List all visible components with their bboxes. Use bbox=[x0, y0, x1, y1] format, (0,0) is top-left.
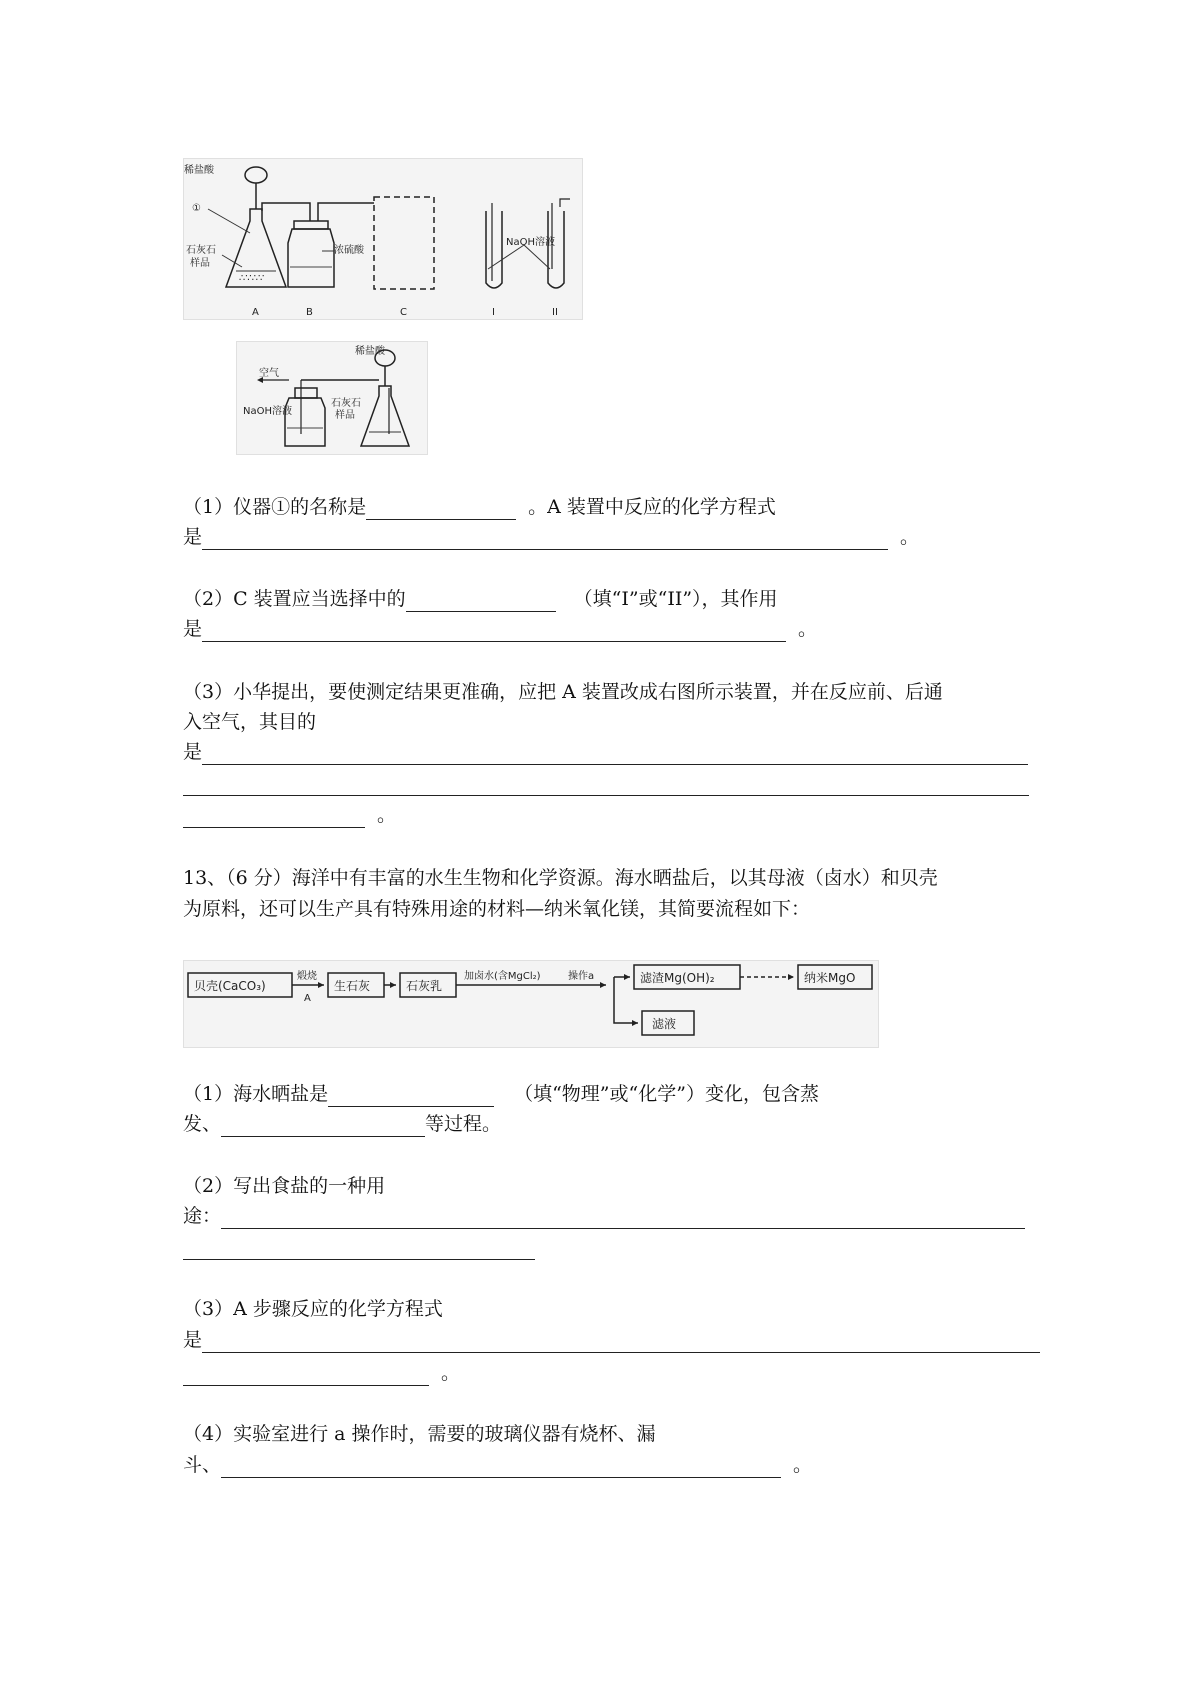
q13-p4-text-b: 斗、 bbox=[183, 1454, 222, 1476]
q13-p4-text-a: （4）实验室进行 a 操作时，需要的玻璃仪器有烧杯、漏 bbox=[183, 1423, 656, 1445]
svg-text:∴∵∴∵: ∴∵∴∵ bbox=[239, 273, 265, 284]
q13-part2-line2 bbox=[183, 1203, 1025, 1229]
flow-svg bbox=[184, 961, 878, 1047]
label-instrument-1: ① bbox=[192, 203, 201, 214]
q12-p1-blank-instrument[interactable] bbox=[366, 499, 516, 520]
q13-p2-text-a: （2）写出食盐的一种用 bbox=[183, 1175, 386, 1197]
flow-lime-milk: 石灰乳 bbox=[406, 979, 443, 993]
label-II: II bbox=[552, 307, 558, 318]
q13-intro-text-2: 为原料，还可以生产具有特殊用途的材料—纳米氧化镁，其简要流程如下： bbox=[183, 898, 811, 920]
apparatus-diagram-1 bbox=[184, 159, 582, 319]
q12-p3-text-a: （3）小华提出，要使测定结果更准确，应把 A 装置改成右图所示装置，并在反应前、后通 bbox=[183, 681, 943, 703]
label-A: A bbox=[252, 307, 259, 318]
q13-intro-line1 bbox=[183, 865, 938, 891]
mgo-flow-diagram bbox=[183, 960, 879, 1048]
q12-part1-line1 bbox=[183, 494, 776, 520]
q13-part1-line1 bbox=[183, 1081, 819, 1107]
flow-add-brine: 加卤水(含MgCl₂) bbox=[464, 971, 541, 982]
label-dilute-hcl-2: 稀盐酸 bbox=[355, 346, 385, 357]
label-naoh-solution-2: NaOH溶液 bbox=[243, 406, 292, 417]
q12-p2-text-c: 是 bbox=[183, 618, 203, 640]
flow-residue: 滤渣Mg(OH)₂ bbox=[640, 971, 715, 985]
q12-part3-line5 bbox=[183, 802, 396, 828]
flow-calcine: 煅烧 bbox=[297, 971, 317, 982]
flow-filtrate: 滤液 bbox=[652, 1017, 677, 1031]
q12-p3-end: 。 bbox=[377, 804, 397, 826]
q13-part3-line3 bbox=[183, 1360, 460, 1386]
label-C: C bbox=[400, 307, 407, 318]
apparatus-figure-1 bbox=[183, 158, 583, 320]
q12-p3-text-c: 是 bbox=[183, 741, 203, 763]
q13-p3-end: 。 bbox=[441, 1362, 461, 1384]
q13-p1-blank-process[interactable] bbox=[221, 1116, 425, 1137]
q13-part3-line1 bbox=[183, 1296, 443, 1322]
q13-p1-text-c: 发、 bbox=[183, 1113, 222, 1135]
q13-p2-blank-use-2[interactable] bbox=[183, 1239, 535, 1260]
q13-p3-blank-equation-2[interactable] bbox=[183, 1365, 429, 1386]
q13-part4-line2 bbox=[183, 1452, 812, 1478]
flow-op-a: 操作a bbox=[568, 971, 595, 982]
q13-p1-text-b: （填“物理”或“化学”）变化，包含蒸 bbox=[514, 1083, 819, 1105]
apparatus-diagram-2 bbox=[237, 342, 427, 454]
q12-p2-end: 。 bbox=[798, 618, 818, 640]
q13-p4-end: 。 bbox=[793, 1454, 813, 1476]
q12-part3-line3 bbox=[183, 739, 1028, 765]
q13-part2-line1 bbox=[183, 1173, 385, 1199]
q12-p2-blank-function[interactable] bbox=[202, 621, 786, 642]
q12-p1-text-b: 。A 装置中反应的化学方程式 bbox=[528, 496, 776, 518]
label-B: B bbox=[306, 307, 313, 318]
q13-intro-text-1: 13、（6 分）海洋中有丰富的水生生物和化学资源。海水晒盐后，以其母液（卤水）和贝壳 bbox=[183, 867, 938, 889]
q13-p1-text-a: （1）海水晒盐是 bbox=[183, 1083, 329, 1105]
q12-p1-text-a: （1）仪器①的名称是 bbox=[183, 496, 367, 518]
flow-step-a: A bbox=[304, 993, 311, 1004]
q13-part3-line2 bbox=[183, 1327, 1040, 1353]
q13-p3-text-b: 是 bbox=[183, 1329, 203, 1351]
q13-intro-line2 bbox=[183, 896, 810, 922]
q13-part2-line3 bbox=[183, 1234, 535, 1260]
label-air: 空气 bbox=[259, 368, 279, 379]
q12-p3-blank-purpose-2[interactable] bbox=[183, 775, 1029, 796]
q12-part2-line1 bbox=[183, 586, 778, 612]
q13-p2-blank-use-1[interactable] bbox=[221, 1208, 1025, 1229]
q13-p2-text-b: 途： bbox=[183, 1205, 222, 1227]
q12-part2-line2 bbox=[183, 616, 817, 642]
q12-part3-line4 bbox=[183, 770, 1029, 796]
label-naoh-solution: NaOH溶液 bbox=[506, 237, 555, 248]
label-sample: 样品 bbox=[190, 258, 210, 269]
q12-p2-text-a: （2）C 装置应当选择中的 bbox=[183, 588, 406, 610]
label-limestone: 石灰石 bbox=[186, 245, 216, 256]
q12-p2-blank-choice[interactable] bbox=[406, 591, 556, 612]
flow-shell: 贝壳(CaCO₃) bbox=[194, 979, 266, 993]
apparatus-figure-2 bbox=[236, 341, 428, 455]
q12-part3-line1 bbox=[183, 679, 943, 705]
q13-part4-line1 bbox=[183, 1421, 656, 1447]
q13-part1-line2 bbox=[183, 1111, 501, 1137]
q13-p1-blank-change-type[interactable] bbox=[328, 1086, 494, 1107]
q12-part3-line2 bbox=[183, 709, 316, 735]
label-conc-h2so4: 浓硫酸 bbox=[334, 245, 364, 256]
q12-p3-blank-purpose-1[interactable] bbox=[202, 744, 1028, 765]
q13-p3-blank-equation-1[interactable] bbox=[202, 1332, 1040, 1353]
q13-p1-text-d: 等过程。 bbox=[425, 1113, 502, 1135]
q12-part1-line2 bbox=[183, 524, 919, 550]
q12-p2-text-b: （填“I”或“II”），其作用 bbox=[573, 588, 778, 610]
q13-p3-text-a: （3）A 步骤反应的化学方程式 bbox=[183, 1298, 443, 1320]
flow-quicklime: 生石灰 bbox=[334, 979, 371, 993]
label-dilute-hcl: 稀盐酸 bbox=[184, 165, 214, 176]
q13-p4-blank-glassware[interactable] bbox=[221, 1457, 781, 1478]
label-limestone-2: 石灰石 bbox=[331, 398, 361, 409]
q12-p1-blank-equation[interactable] bbox=[202, 529, 888, 550]
q12-p3-text-b: 入空气，其目的 bbox=[183, 711, 317, 733]
flow-nano-mgo: 纳米MgO bbox=[804, 971, 856, 985]
label-I: I bbox=[492, 307, 495, 318]
label-sample-2: 样品 bbox=[335, 410, 355, 421]
q12-p3-blank-purpose-3[interactable] bbox=[183, 807, 365, 828]
q12-p1-end: 。 bbox=[900, 526, 920, 548]
q12-p1-text-c: 是 bbox=[183, 526, 203, 548]
